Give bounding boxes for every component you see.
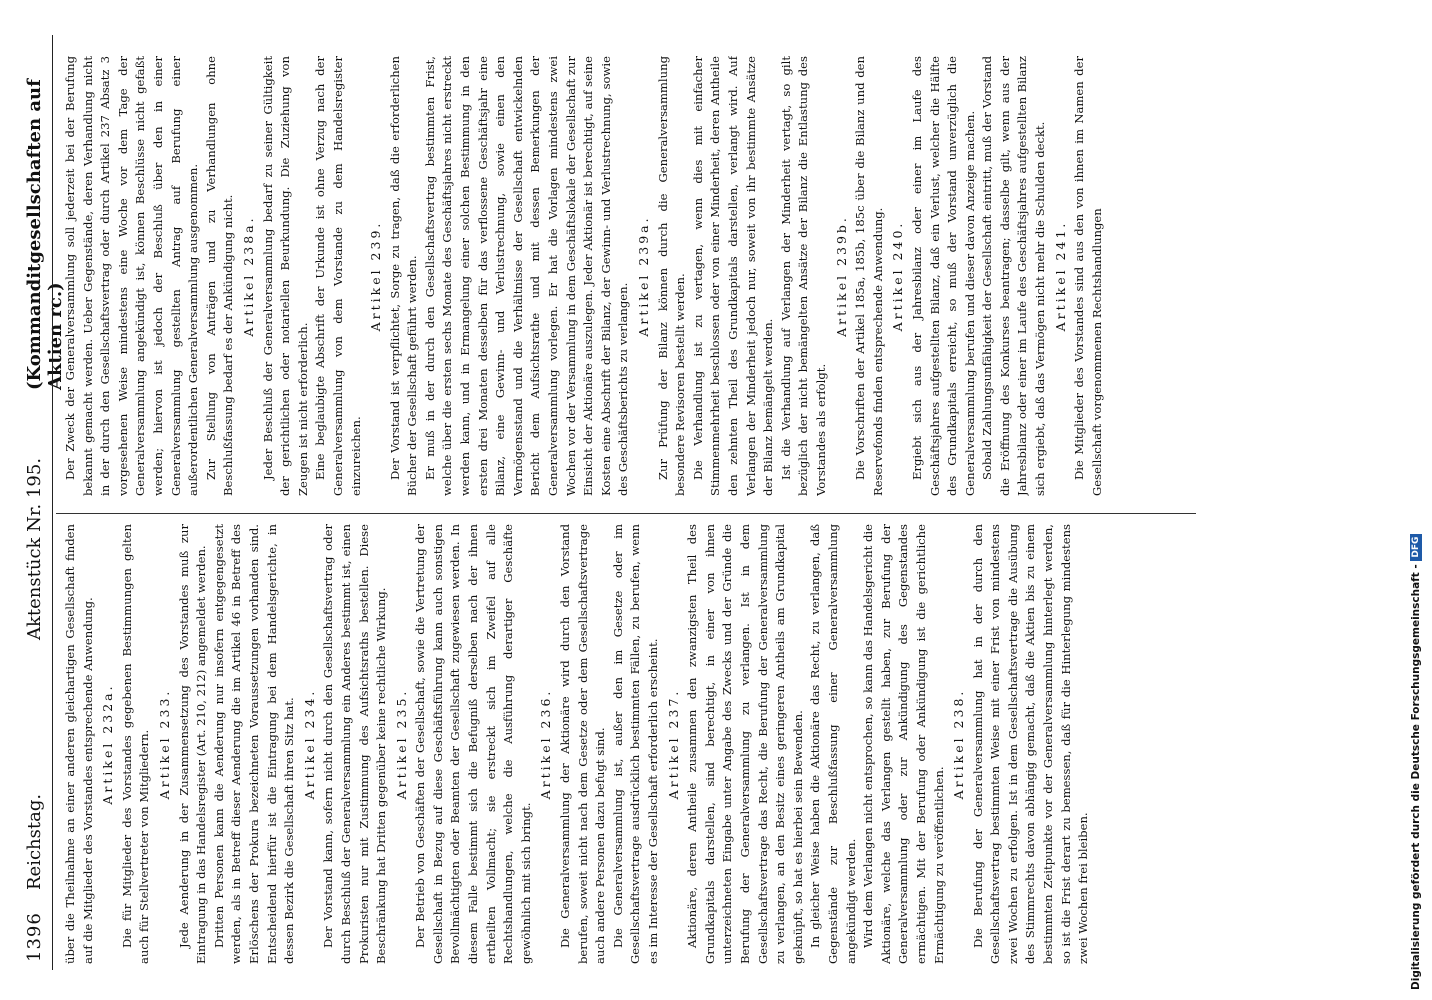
right-column: [62, 56, 1192, 496]
digitization-note: [1410, 30, 1426, 990]
header-left-title: Reichstag.: [24, 793, 45, 890]
page-number: 1396: [24, 912, 45, 962]
left-column-article-heading: Artikel 237.: [665, 688, 681, 800]
left-column-article-heading: Artikel 232a.: [100, 683, 116, 805]
right-column-paragraph: Zur Stellung von Anträgen und zu Verhandlungen ohne Beschlußfassung bedarf es der Ankündigung nicht.: [203, 56, 236, 496]
right-column-paragraph: Ist die Verhandlung auf Verlangen der Minderheit vertagt, so gilt bezüglich der nicht bemängelten Ansätze der Bilanz die Entlastung des Vorstandes als erfolgt.: [778, 56, 828, 496]
page-header: [18, 15, 66, 970]
left-column-paragraph: Dritten Personen kann die Aenderung nur insofern entgegengesetzt werden, als in Betreff dieser Aenderung die im Artikel 46 in Betreff des Erlöschens der Prokura bezeichneten Voraussetzungen vorhanden sind. Entscheidend hierfür ist die Eintragung bei dem Handelsgerichte, in dessen Bezirk die Gesellschaft ihren Sitz hat.: [211, 524, 297, 964]
right-column-article-heading: Artikel 239a.: [636, 215, 651, 337]
right-column-paragraph: Ergiebt sich aus der Jahresbilanz oder einer im Laufe des Geschäftsjahres aufgestellten Bilanz, daß ein Verlust, welcher die Hälfte des Grundkapitals erreicht, so muß der Vorstand unverzüglich die Generalversammlung berufen und dieser davon Anzeige machen.: [909, 56, 977, 496]
left-column-article-heading: Artikel 236.: [538, 688, 554, 800]
right-column-paragraph: Der Zweck der Generalversammlung soll jederzeit bei der Berufung bekannt gemacht werden. Ueber Gegenstände, deren Verhandlung nicht in der durch den Gesellschaftsvertrag oder durch Artikel 237 Absatz 3 vorgesehenen Weise mindestens eine Woche vor dem Tage der Generalversammlung angekündigt ist, können Beschlüsse nicht gefaßt werden; hiervon ist jedoch der Beschluß über den in einer Generalversammlung gestellten Antrag auf Berufung einer außerordentlichen Generalversammlung ausgenommen.: [63, 56, 201, 496]
left-column-paragraph: über die Theilnahme an einer anderen gleichartigen Gesellschaft finden auf die Mitglieder des Vorstandes entsprechende Anwendung.: [63, 524, 95, 964]
right-column-paragraph: Jeder Beschluß der Generalversammlung bedarf zu seiner Gültigkeit der gerichtlichen oder notariellen Beurkundung. Die Zuziehung von Zeugen ist nicht erforderlich.: [260, 56, 310, 496]
right-column-article-heading: Artikel 240.: [890, 220, 906, 332]
right-column-paragraph: Der Vorstand ist verpflichtet, Sorge zu tragen, daß die erforderlichen Bücher der Gesellschaft geführt werden.: [387, 56, 420, 496]
dfg-logo: DFG: [1410, 534, 1422, 561]
left-column-article-heading: Artikel 234.: [301, 688, 317, 800]
header-rule: [52, 35, 53, 970]
right-column-paragraph: Die Verhandlung ist zu vertagen, wenn dies mit einfacher Stimmenmehrheit beschlossen oder von einer Minderheit, deren Antheile den zehnten Theil des Grundkapitals darstellen, verlangt wird. Auf Verlangen der Minderheit jedoch nur, soweit von ihr bestimmte Ansätze der Bilanz bemängelt werden.: [690, 56, 776, 496]
left-column-paragraph: Die Generalversammlung ist, außer den im Gesetze oder im Gesellschaftsvertrage ausdrücklich bestimmten Fällen, zu berufen, wenn es im Interesse der Gesellschaft erforderlich erscheint.: [610, 524, 660, 964]
right-column-article-heading: Artikel 238a.: [240, 215, 256, 337]
left-column-paragraph: Jede Aenderung in der Zusammensetzung des Vorstandes muß zur Eintragung in das Handelsregister (Art. 210, 212) angemeldet werden.: [176, 524, 209, 964]
right-column-paragraph: Die Vorschriften der Artikel 185a, 185b, 185c über die Bilanz und den Reservefonds finden entsprechende Anwendung.: [853, 56, 885, 496]
right-column-article-heading: Artikel 241.: [1052, 220, 1068, 332]
right-column-paragraph: Sobald Zahlungsunfähigkeit der Gesellschaft eintritt, muß der Vorstand die Eröffnung des Konkurses beantragen; dasselbe gilt, wenn aus der Jahresbilanz oder einer im Laufe des Geschäftsjahres aufgestellten Bilanz sich ergiebt, daß das Vermögen nicht mehr die Schulden deckt.: [980, 56, 1048, 496]
right-column-paragraph: Zur Prüfung der Bilanz können durch die Generalversammlung besondere Revisoren bestellt werden.: [655, 56, 688, 496]
left-column-paragraph: Wird dem Verlangen nicht entsprochen, so kann das Handelsgericht die Aktionäre, welche das Verlangen gestellt haben, zur Berufung der Generalversammlung oder zur Ankündigung des Gegenstandes ermächtigen. Mit der Berufung oder Ankündigung ist die gerichtliche Ermächtigung zu veröffentlichen.: [861, 524, 946, 964]
left-column-paragraph: Die Berufung der Generalversammlung hat in der durch den Gesellschaftsvertrag bestimmten Weise mit einer Frist von mindestens zwei Wochen zu erfolgen. Ist in dem Gesellschaftsvertrage die Ausübung des Stimmrechts davon abhängig gemacht, daß die Aktien bis zu einem bestimmten Zeitpunkte vor der Generalversammlung hinterlegt werden, so ist die Frist derart zu bemessen, daß für die Hinterlegung mindestens zwei Wochen frei bleiben.: [970, 524, 1091, 964]
header-running-title: (Kommanditgesellschaften auf Aktien rc.): [24, 79, 66, 390]
digitization-note-text: Digitalisierung gefördert durch die Deutsche Forschungsgemeinschaft -: [1410, 564, 1422, 990]
right-column-paragraph: Eine beglaubigte Abschrift der Urkunde ist ohne Verzug nach der Generalversammlung von dem Vorstande zu dem Handelsregister einzureichen.: [313, 56, 363, 496]
left-column-article-heading: Artikel 233.: [156, 688, 172, 800]
left-column-paragraph: Der Vorstand kann, sofern nicht durch den Gesellschaftsvertrag oder durch Beschluß der Generalversammlung ein Anderes bestimmt ist, einen Prokuristen nur mit Zustimmung des Aufsichtsraths bestellen. Diese Beschränkung hat Dritten gegenüber keine rechtliche Wirkung.: [321, 524, 389, 964]
left-column-article-heading: Artikel 235.: [393, 688, 409, 800]
left-column-paragraph: In gleicher Weise haben die Aktionäre das Recht, zu verlangen, daß Gegenstände zur Beschlußfassung einer Generalversammlung angekündigt werden.: [808, 524, 858, 964]
left-column-paragraph: Die Generalversammlung der Aktionäre wird durch den Vorstand berufen, soweit nicht nach dem Gesetze oder dem Gesellschaftsvertrage auch andere Personen dazu befugt sind.: [558, 524, 608, 964]
right-column-paragraph: Er muß in der durch den Gesellschaftsvertrag bestimmten Frist, welche über die ersten sechs Monate des Geschäftsjahres nicht erstreckt werden kann, und in Ermangelung einer solchen Bestimmung in den ersten drei Monaten desselben für das verflossene Geschäftsjahr eine Bilanz, eine Gewinn- und Verlustrechnung, sowie einen den Vermögensstand und die Verhältnisse der Gesellschaft entwickelnden Bericht dem Aufsichtsrathe und mit dessen Bemerkungen der Generalversammlung vorlegen. Er hat die Vorlagen mindestens zwei Wochen vor der Versammlung in dem Geschäftslokale der Gesellschaft zur Einsicht der Aktionäre auszulegen. Jeder Aktionär ist berechtigt, auf seine Kosten eine Abschrift der Bilanz, der Gewinn- und Verlustrechnung, sowie des Geschäftsberichts zu verlangen.: [422, 56, 631, 496]
right-column-paragraph: Die Mitglieder des Vorstandes sind aus den von ihnen im Namen der Gesellschaft vorgenommenen Rechtshandlungen: [1072, 56, 1104, 496]
left-column-paragraph: Die für Mitglieder des Vorstandes gegebenen Bestimmungen gelten auch für Stellvertreter von Mitgliedern.: [119, 524, 152, 964]
right-column-article-heading: Artikel 239b.: [833, 215, 849, 337]
column-divider: [56, 513, 1196, 514]
left-column-article-heading: Artikel 238.: [951, 688, 967, 800]
left-column-paragraph: Aktionäre, deren Antheile zusammen den zwanzigsten Theil des Grundkapitals darstellen, sind berechtigt, in einer von ihnen unterzeichneten Eingabe unter Angabe des Zwecks und der Gründe die Berufung der Generalversammlung zu verlangen. Ist in dem Gesellschaftsvertrage das Recht, die Berufung der Generalversammlung zu verlangen, an den Besitz eines geringeren Antheils am Grundkapital geknüpft, so hat es hierbei sein Bewenden.: [685, 524, 805, 964]
left-column: [62, 524, 1192, 964]
right-column-article-heading: Artikel 239.: [368, 220, 384, 332]
left-column-paragraph: Der Betrieb von Geschäften der Gesellschaft, sowie die Vertretung der Gesellschaft in Bezug auf diese Geschäftsführung kann auch sonstigen Bevollmächtigten oder Beamten der Gesellschaft zugewiesen werden. In diesem Falle bestimmt sich die Befugniß derselben nach der ihnen ertheilten Vollmacht; sie erstreckt sich im Zweifel auf alle Rechtshandlungen, welche die Ausführung derartiger Geschäfte gewöhnlich mit sich bringt.: [413, 524, 533, 964]
header-aktenstueck: Aktenstück Nr. 195.: [24, 457, 45, 640]
